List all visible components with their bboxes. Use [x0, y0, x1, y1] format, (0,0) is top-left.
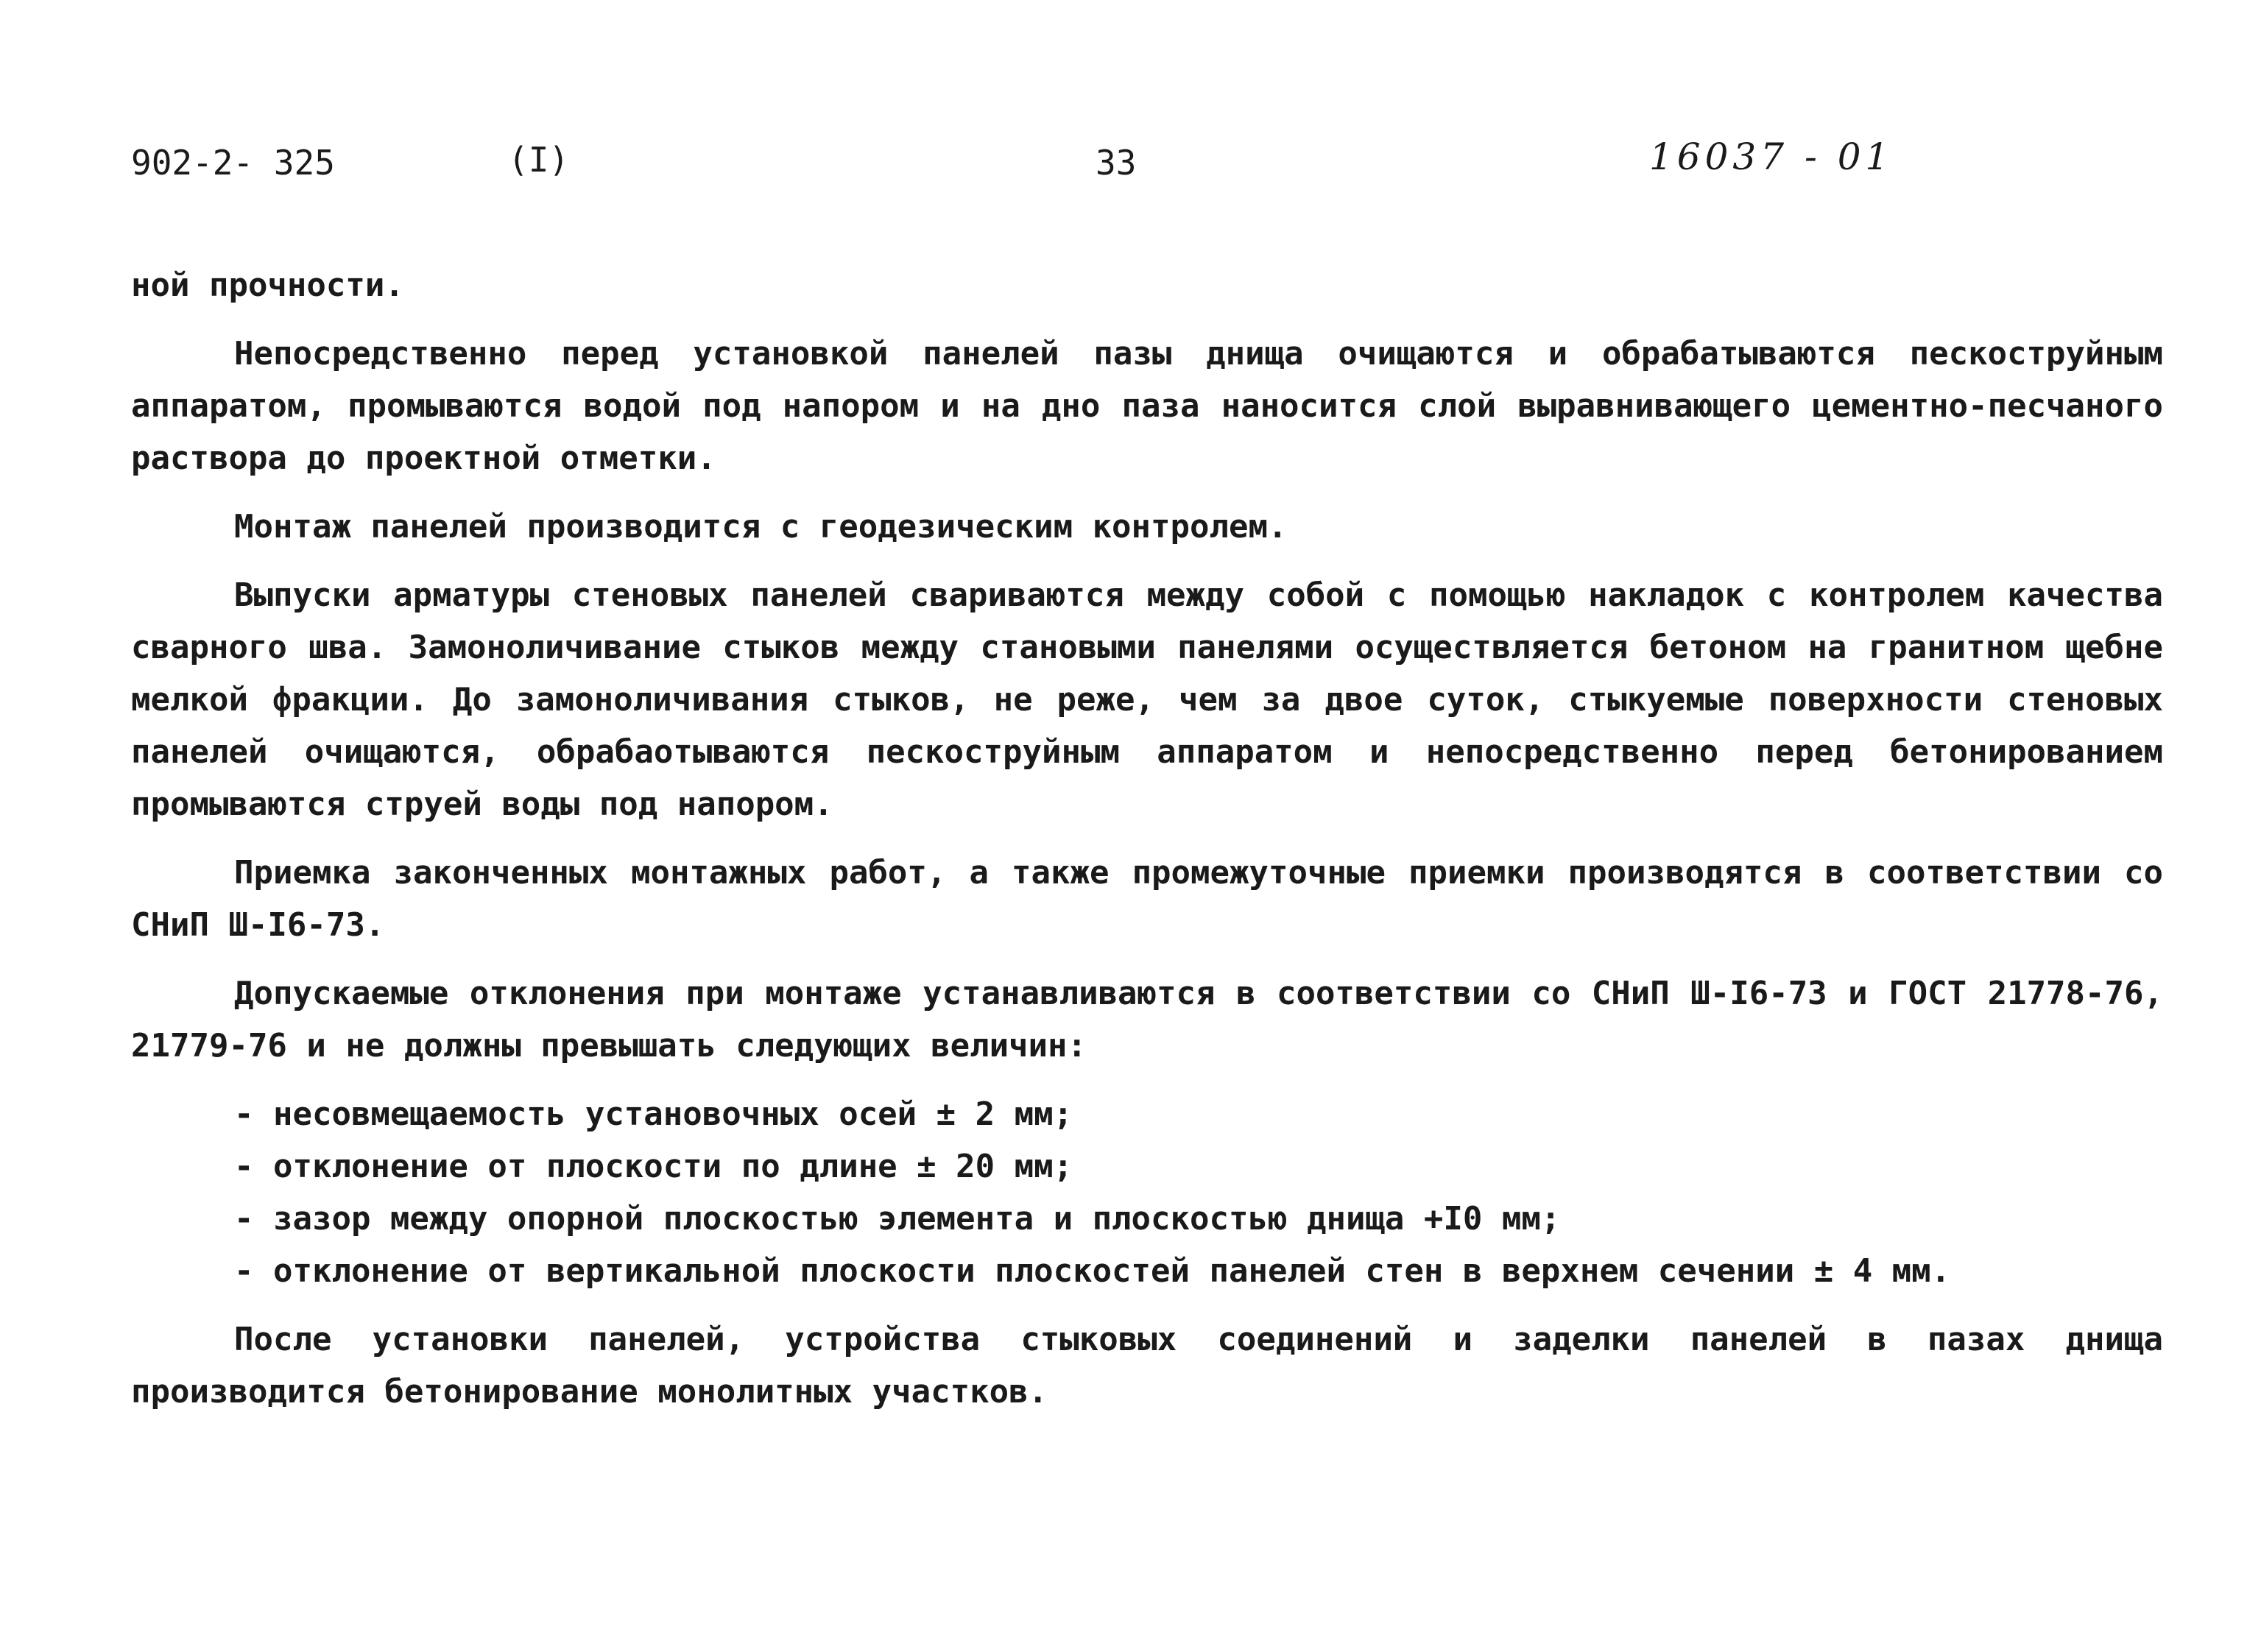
paragraph-acceptance: Приемка законченных монтажных работ, а также промежуточные приемки производятся в соответствии со СНиП Ш-I6-73. [131, 854, 2163, 944]
page-header [0, 133, 2261, 191]
handwritten-inventory-number: 16037 - 01 [1649, 135, 1894, 178]
document-body [131, 259, 2163, 1434]
page-number: 33 [1096, 143, 1137, 183]
paragraph-slot-preparation: Непосредственно перед установкой панелей пазы днища очищаются и обрабатываются пескоструйным аппаратом, промываются водой под напором и на дно паза наносится слой выравнивающего цементно-песчаного раствора до проектной отметки. [131, 335, 2163, 477]
list-item: - отклонение от плоскости по длине ± 20 мм; [234, 1148, 1073, 1185]
paragraph-closing: После установки панелей, устройства стыковых соединений и заделки панелей в пазах днища производится бетонирование монолитных участков. [131, 1321, 2163, 1411]
list-item: - зазор между опорной плоскостью элемента и плоскостью днища +I0 мм; [234, 1200, 1561, 1238]
document-code: 902-2- 325 [131, 143, 335, 183]
list-item: - несовмещаемость установочных осей ± 2 мм; [234, 1095, 1073, 1133]
paragraph-continuation: ной прочности. [131, 266, 404, 304]
paragraph-welding-joints: Выпуски арматуры стеновых панелей свариваются между собой с помощью накладок с контролем качества сварного шва. Замоноличивание стыков между становыми панелями осуществляется бетоном на гранитном щебне мелкой фракции. До замоноличивания стыков, не реже, чем за двое суток, стыкуемые поверхности стеновых панелей очищаются, обрабаотываются пескоструйным аппаратом и непосредственно перед бетонированием промываются струей воды под напором. [131, 576, 2163, 823]
paragraph-geodetic-control: Монтаж панелей производится с геодезическим контролем. [234, 508, 1288, 546]
tolerances-list [131, 1088, 2163, 1297]
list-item: - отклонение от вертикальной плоскости плоскостей панелей стен в верхнем сечении ± 4 мм. [234, 1252, 1951, 1290]
paragraph-tolerances-intro: Допускаемые отклонения при монтаже устанавливаются в соответствии со СНиП Ш-I6-73 и ГОСТ 21778-76, 21779-76 и не должны превышать следующих величин: [131, 975, 2163, 1065]
sheet-mark: (I) [508, 140, 570, 180]
